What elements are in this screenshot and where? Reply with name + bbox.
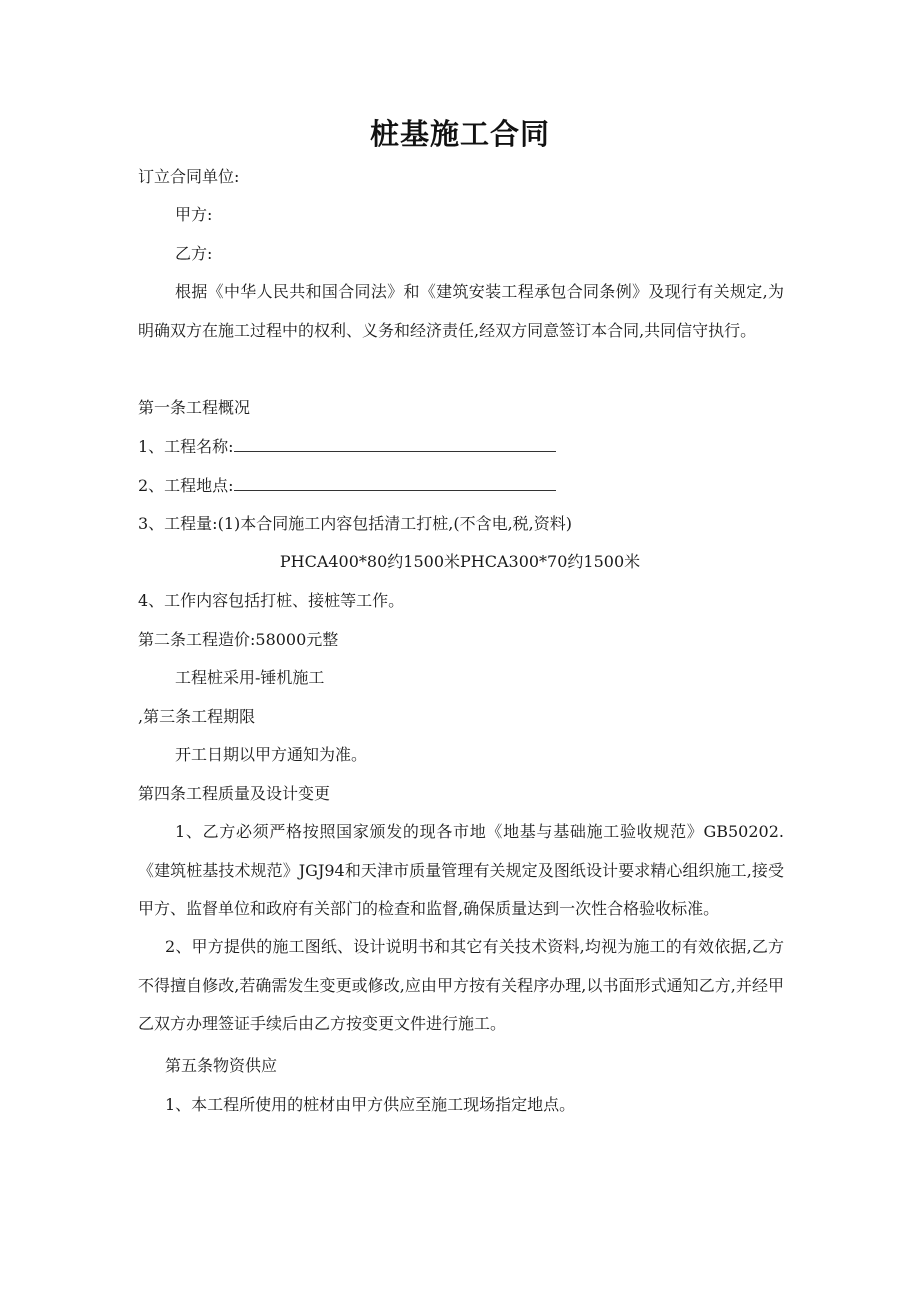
project-location-blank[interactable] (234, 476, 556, 491)
article2-note: 工程桩采用-锤机施工 (175, 668, 325, 687)
article1-heading: 第一条工程概况 (138, 398, 251, 417)
project-location-row (138, 476, 556, 496)
article4-heading: 第四条工程质量及设计变更 (138, 784, 331, 803)
preamble-paragraph: 根据《中华人民共和国合同法》和《建筑安装工程承包合同条例》及现行有关规定,为明确双方在施工过程中的权利、义务和经济责任,经双方同意签订本合同,共同信守执行。 (138, 282, 784, 340)
article2-heading: 第二条工程造价:58000元整 (138, 630, 339, 649)
project-name-blank[interactable] (234, 437, 556, 452)
article4-clause1: 1、乙方必须严格按照国家颁发的现各市地《地基与基础施工验收规范》GB50202.《建筑桩基技术规范》JGJ94和天津市质量管理有关规定及图纸设计要求精心组织施工,接受甲方、监督单位和政府有关部门的检查和监督,确保质量达到一次性合格验收标准。 (138, 822, 784, 918)
party-a-label: 甲方: (175, 205, 213, 224)
party-b-label: 乙方: (175, 244, 213, 263)
project-location-label: 2、工程地点: (138, 476, 234, 495)
article3-heading: ,第三条工程期限 (138, 707, 256, 726)
work-content-item: 4、工作内容包括打桩、接桩等工作。 (138, 591, 405, 610)
document-title: 桩基施工合同 (369, 117, 550, 151)
project-name-row (138, 437, 556, 457)
article4-clause2: 2、甲方提供的施工图纸、设计说明书和其它有关技术资料,均视为施工的有效依据,乙方不得擅自修改,若确需发生变更或修改,应由甲方按有关程序办理,以书面形式通知乙方,并经甲乙双方办理签证手续后由乙方按变更文件进行施工。 (138, 937, 784, 1033)
parties-heading: 订立合同单位: (138, 167, 240, 186)
project-name-label: 1、工程名称: (138, 437, 234, 456)
quantity-item: 3、工程量:(1)本合同施工内容包括清工打桩,(不含电,税,资料) (138, 514, 572, 533)
pile-spec-line: PHCA400*80约1500米PHCA300*70约1500米 (279, 552, 641, 571)
article3-content: 开工日期以甲方通知为准。 (175, 745, 368, 764)
article5-heading: 第五条物资供应 (165, 1056, 278, 1075)
article5-clause1: 1、本工程所使用的桩材由甲方供应至施工现场指定地点。 (165, 1095, 576, 1114)
